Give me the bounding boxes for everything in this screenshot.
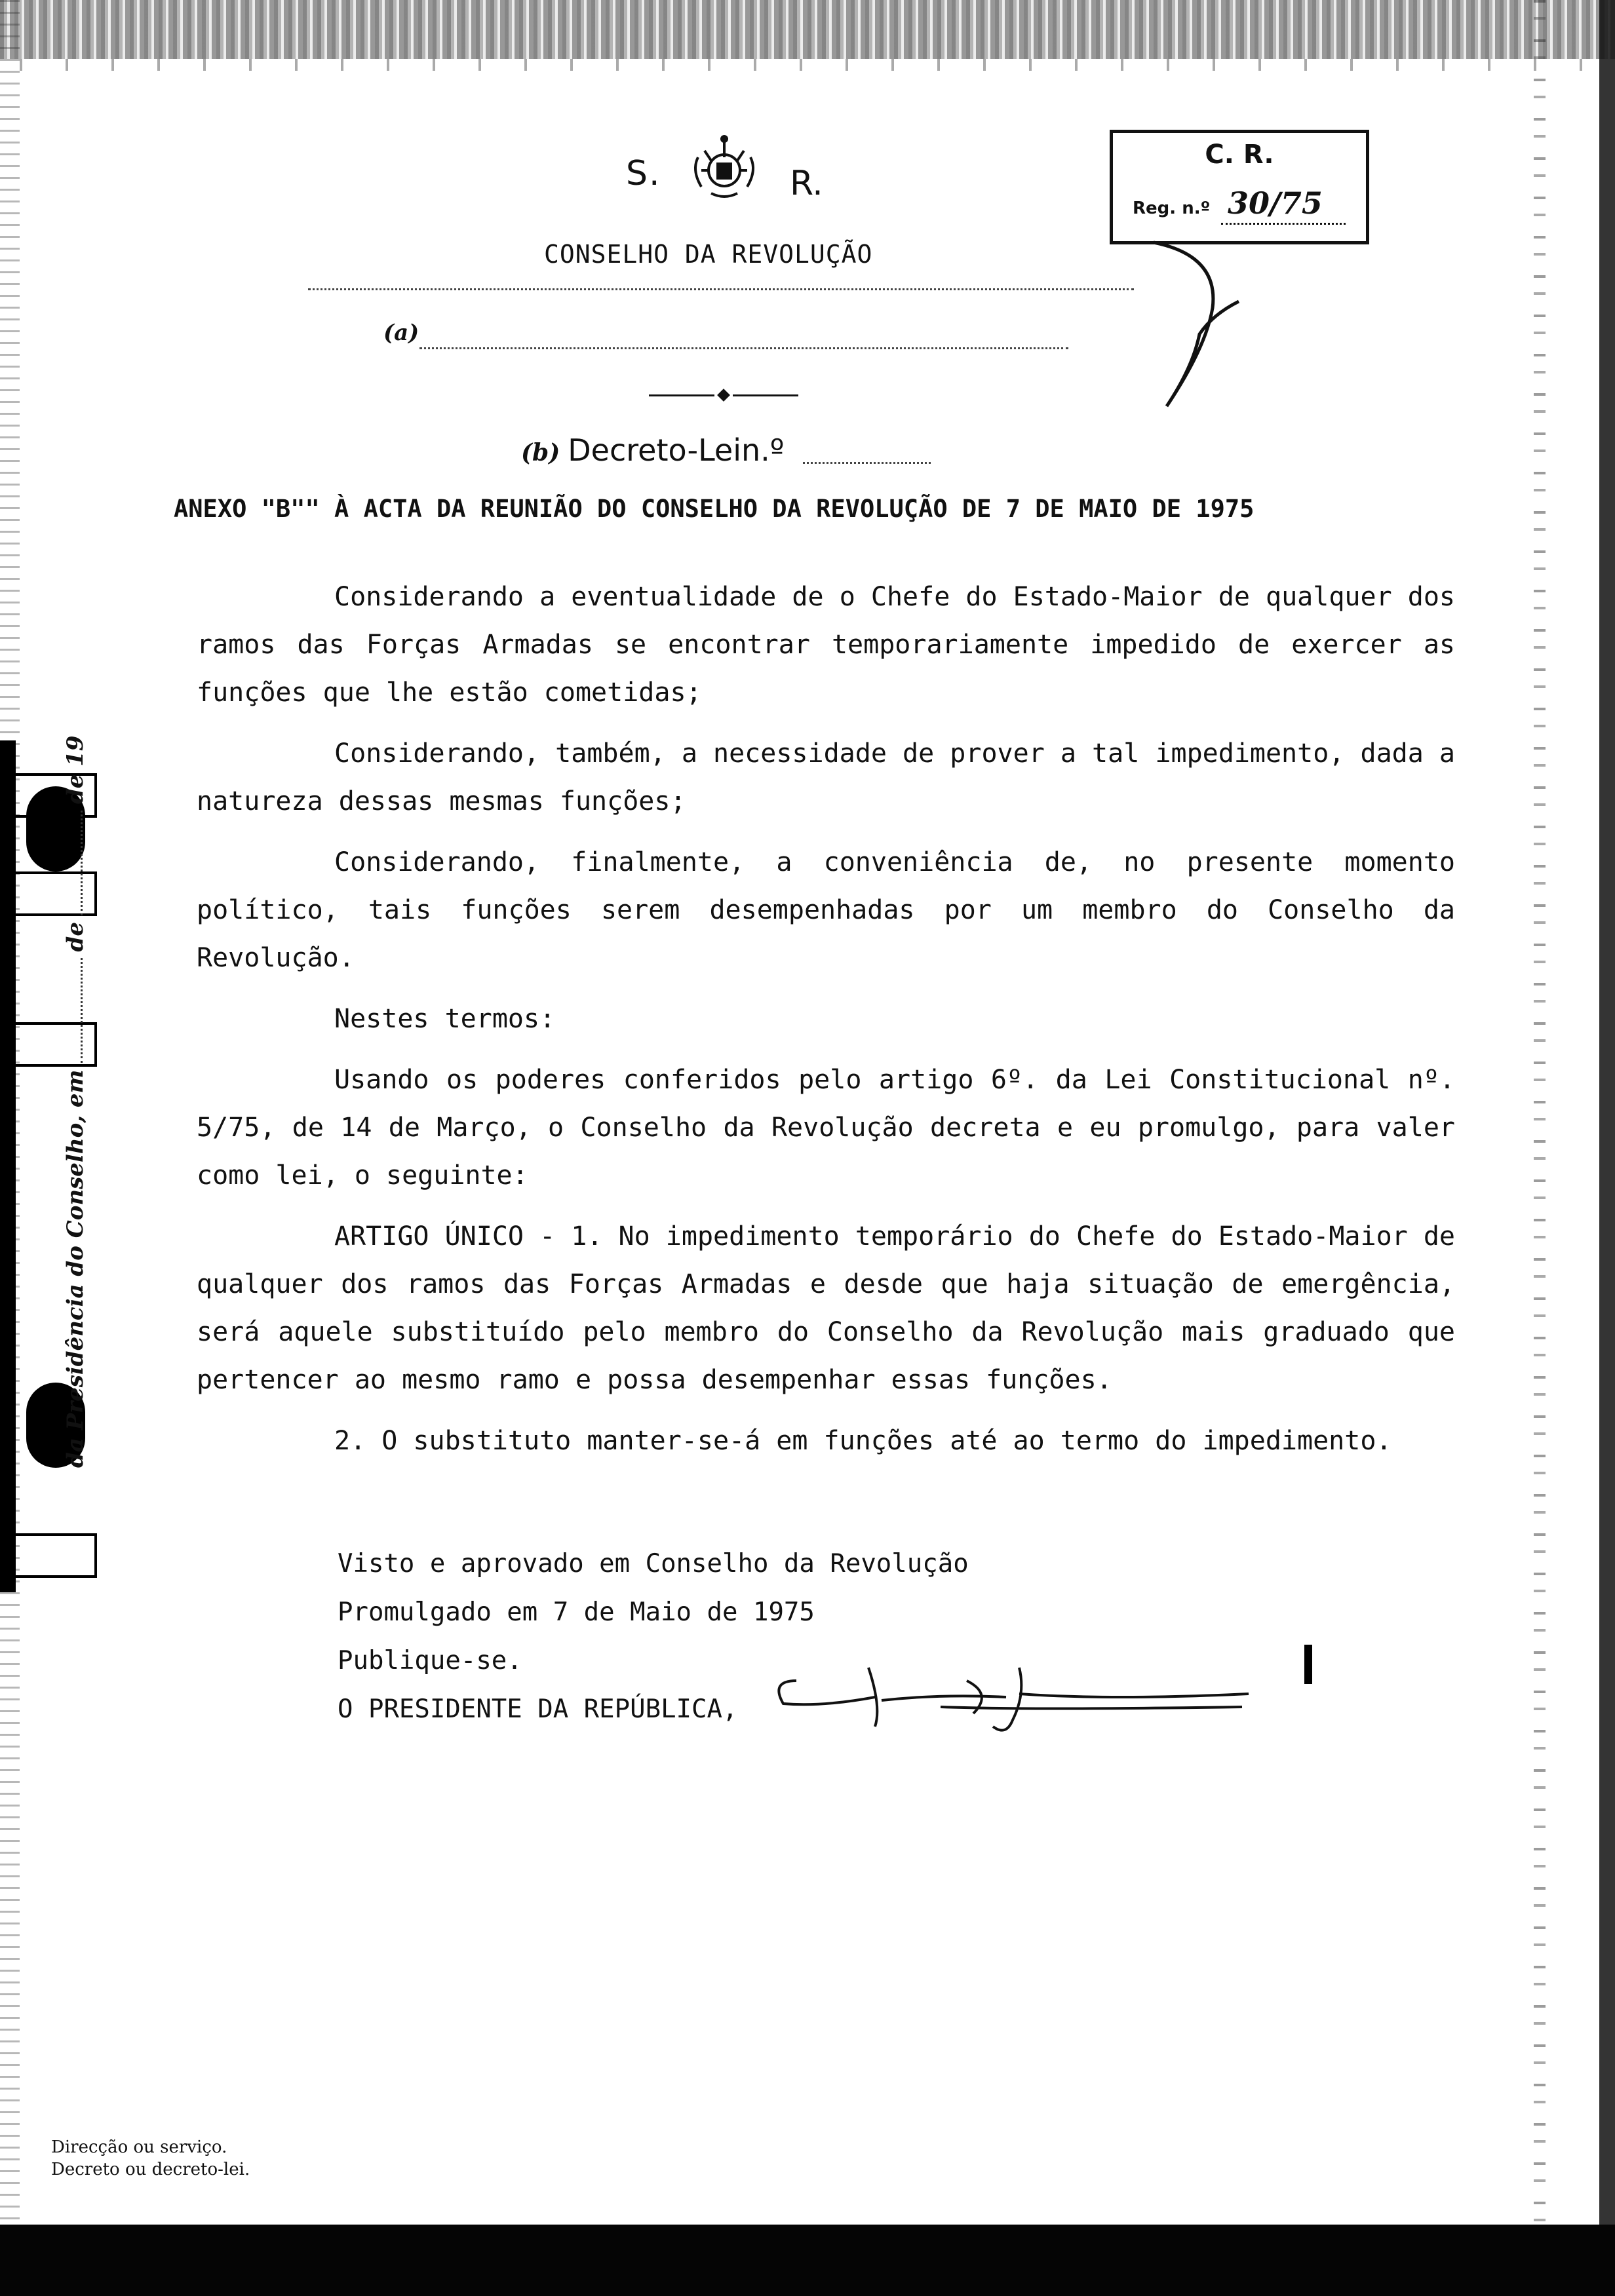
- article-paragraph: ARTIGO ÚNICO - 1. No impedimento temporário do Chefe do Estado-Maior de qualquer dos ramos das Forças Armadas e desde que haja situação de emergência, será aquele substituído pelo membro do Conselho da Revolução mais graduado que pertencer ao mesmo ramo e possa desempenhar essas funções.: [197, 1221, 1455, 1395]
- scan-edge-right: [1599, 0, 1615, 2228]
- scan-edge-bottom: [0, 2225, 1615, 2296]
- signature: [770, 1655, 1255, 1740]
- stamp-reg-label: Reg. n.º: [1133, 199, 1211, 218]
- paragraph: Considerando, também, a necessidade de prover a tal impedimento, dada a natureza dessas mesmas funções;: [197, 738, 1455, 816]
- margin-label: [62, 735, 88, 1468]
- paragraph: Usando os poderes conferidos pelo artigo 6º. da Lei Constitucional nº. 5/75, de 14 de Março, o Conselho da Revolução decreta e eu promulgo, para valer como lei, o seguinte:: [197, 1065, 1455, 1191]
- margin-label-text: de: [62, 922, 88, 952]
- promulgation-line: Promulgado em 7 de Maio de 1975: [338, 1598, 815, 1627]
- header-right-letter: R.: [790, 164, 823, 203]
- scan-noise-top-fringe: [0, 59, 1615, 71]
- header-left-letter: S.: [626, 154, 661, 193]
- decree-number-line: [803, 462, 931, 464]
- service-field-line: [419, 347, 1068, 349]
- divider-ornament: [649, 393, 800, 397]
- publication-line: Publique-se.: [338, 1646, 522, 1675]
- decree-prefix: (b): [521, 439, 560, 467]
- binding-bar-left: [0, 740, 16, 1592]
- service-field-label: (a): [383, 320, 419, 346]
- council-rule: [308, 288, 1134, 290]
- registration-stamp: [1110, 130, 1369, 244]
- stamp-reg-number: 30/75: [1228, 185, 1323, 221]
- margin-label-text: de 19: [62, 735, 88, 805]
- footnote-a: Direcção ou serviço.: [51, 2137, 227, 2157]
- margin-label-text: da Presidência do Conselho, em: [62, 1069, 88, 1468]
- stamp-title: C. R.: [1205, 140, 1274, 170]
- decree-number-label: [521, 432, 784, 468]
- council-name: CONSELHO DA REVOLUÇÃO: [544, 240, 873, 269]
- scan-noise-top: [0, 0, 1615, 59]
- decree-label-text: Decreto-Lein.º: [568, 432, 785, 468]
- binding-box: [0, 1533, 97, 1578]
- article-item: 2. O substituto manter-se-á em funções até ao termo do impedimento.: [334, 1426, 1392, 1456]
- scan-mark: [1304, 1645, 1312, 1684]
- pen-stroke-mark: [1140, 236, 1272, 419]
- scan-noise-right: [1534, 0, 1546, 2228]
- document-title: ANEXO "B"" À ACTA DA REUNIÃO DO CONSELHO DA REVOLUÇÃO DE 7 DE MAIO DE 1975: [174, 495, 1255, 523]
- coat-of-arms-icon: [685, 131, 764, 203]
- paragraph: Considerando, finalmente, a conveniência de, no presente momento político, tais funções serem desempenhadas por um membro do Conselho da Revolução.: [197, 847, 1455, 973]
- paragraph: Nestes termos:: [334, 1004, 556, 1034]
- president-line: O PRESIDENTE DA REPÚBLICA,: [338, 1694, 738, 1724]
- footnote-b: Decreto ou decreto-lei.: [51, 2160, 250, 2179]
- document-body: [197, 573, 1455, 1465]
- paragraph: Considerando a eventualidade de o Chefe do Estado-Maior de qualquer dos ramos das Forças Armadas se encontrar temporariamente impedido de exercer as funções que lhe estão cometidas;: [197, 582, 1455, 708]
- footer-notes: [51, 2136, 250, 2181]
- approval-line: Visto e aprovado em Conselho da Revolução: [338, 1549, 969, 1578]
